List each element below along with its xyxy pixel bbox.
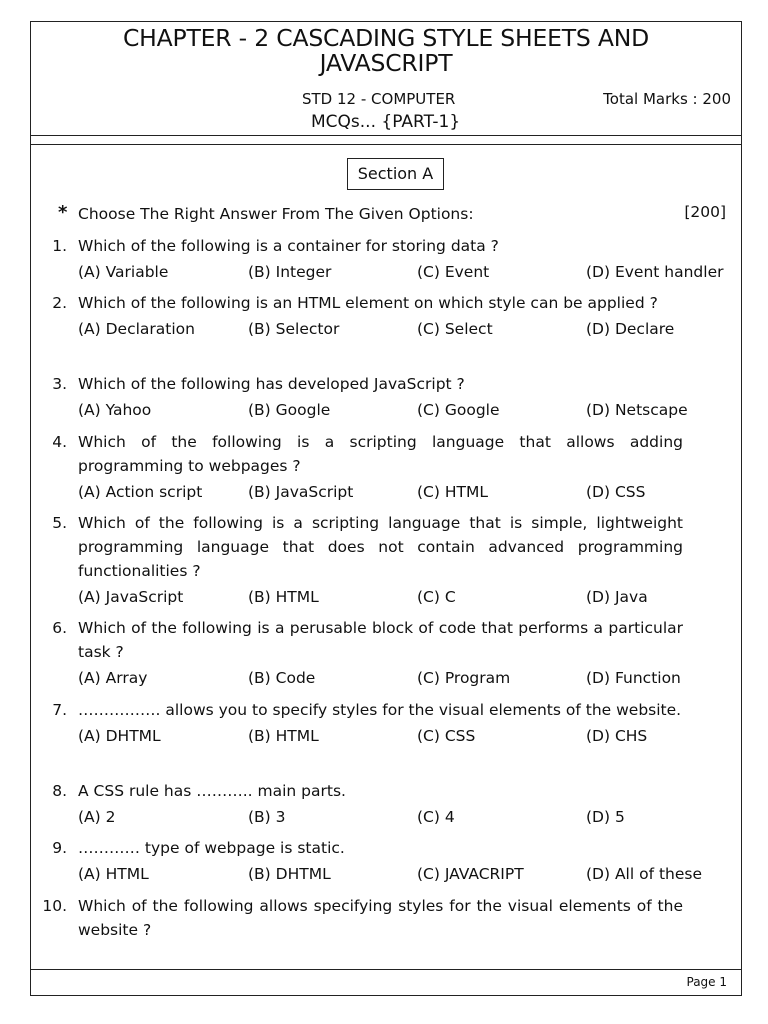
footer-divider bbox=[31, 969, 741, 970]
answer-option[interactable]: (D) 5 bbox=[586, 808, 625, 826]
answer-option[interactable]: (A) Yahoo bbox=[78, 401, 152, 419]
question-number: 4. bbox=[52, 433, 67, 451]
answer-option[interactable]: (B) Google bbox=[248, 401, 331, 419]
answer-option[interactable]: (C) Program bbox=[417, 669, 511, 687]
question-text: Which of the following is a scripting language that allows adding programming to webpages ? bbox=[78, 433, 683, 475]
question-text: ………… type of webpage is static. bbox=[78, 839, 345, 857]
question-number: 9. bbox=[52, 839, 67, 857]
answer-option[interactable]: (D) Java bbox=[586, 588, 648, 606]
answer-option[interactable]: (A) Action script bbox=[78, 483, 203, 501]
answer-option[interactable]: (B) HTML bbox=[248, 588, 319, 606]
question-number: 7. bbox=[52, 701, 67, 719]
question-text: Which of the following is an HTML element on which style can be applied ? bbox=[78, 294, 658, 312]
answer-option[interactable]: (C) Event bbox=[417, 263, 490, 281]
chapter-title-line-1: CHAPTER - 2 CASCADING STYLE SHEETS AND bbox=[122, 24, 650, 52]
answer-option[interactable]: (A) 2 bbox=[78, 808, 116, 826]
answer-option[interactable]: (A) HTML bbox=[78, 865, 149, 883]
answer-option[interactable]: (A) Variable bbox=[78, 263, 169, 281]
question-number: 5. bbox=[52, 514, 67, 532]
instruction-text: Choose The Right Answer From The Given Options: bbox=[78, 205, 474, 223]
answer-option[interactable]: (D) All of these bbox=[586, 865, 703, 883]
answer-option[interactable]: (B) Selector bbox=[248, 320, 340, 338]
question-text: Which of the following allows specifying styles for the visual elements of the website ? bbox=[78, 897, 683, 939]
answer-option[interactable]: (D) Declare bbox=[586, 320, 675, 338]
total-marks: Total Marks : 200 bbox=[603, 90, 731, 108]
question-number: 8. bbox=[52, 782, 67, 800]
section-marks: [200] bbox=[684, 203, 726, 221]
answer-option[interactable]: (C) CSS bbox=[417, 727, 476, 745]
part-subtitle: MCQs... {PART-1} bbox=[311, 112, 461, 132]
answer-option[interactable]: (D) CHS bbox=[586, 727, 648, 745]
answer-option[interactable]: (A) DHTML bbox=[78, 727, 161, 745]
header-divider-top bbox=[31, 135, 741, 136]
answer-option[interactable]: (B) Code bbox=[248, 669, 316, 687]
page-number: Page 1 bbox=[686, 975, 727, 989]
answer-option[interactable]: (C) JAVACRIPT bbox=[417, 865, 524, 883]
answer-option[interactable]: (A) JavaScript bbox=[78, 588, 184, 606]
question-number: 10. bbox=[42, 897, 67, 915]
answer-option[interactable]: (C) HTML bbox=[417, 483, 488, 501]
answer-option[interactable]: (A) Array bbox=[78, 669, 148, 687]
answer-option[interactable]: (D) Netscape bbox=[586, 401, 688, 419]
chapter-title-line-2: JAVASCRIPT bbox=[319, 49, 453, 77]
header-divider-bottom bbox=[31, 144, 741, 145]
question-text: Which of the following is a perusable block of code that performs a particular task ? bbox=[78, 619, 683, 661]
answer-option[interactable]: (A) Declaration bbox=[78, 320, 195, 338]
question-text: ……………. allows you to specify styles for the visual elements of the website. bbox=[78, 701, 682, 719]
answer-option[interactable]: (B) HTML bbox=[248, 727, 319, 745]
question-number: 3. bbox=[52, 375, 67, 393]
answer-option[interactable]: (B) Integer bbox=[248, 263, 332, 281]
standard-label: STD 12 - COMPUTER bbox=[302, 90, 456, 108]
exam-page bbox=[30, 21, 742, 996]
question-text: A CSS rule has ……….. main parts. bbox=[78, 782, 346, 800]
answer-option[interactable]: (D) CSS bbox=[586, 483, 646, 501]
answer-option[interactable]: (D) Event handler bbox=[586, 263, 724, 281]
question-number: 1. bbox=[52, 237, 67, 255]
question-number: 6. bbox=[52, 619, 67, 637]
question-text: Which of the following has developed JavaScript ? bbox=[78, 375, 465, 393]
answer-option[interactable]: (B) DHTML bbox=[248, 865, 331, 883]
chapter-title bbox=[31, 26, 741, 76]
answer-option[interactable]: (D) Function bbox=[586, 669, 681, 687]
star-icon: * bbox=[58, 202, 68, 223]
answer-option[interactable]: (C) Google bbox=[417, 401, 500, 419]
question-text: Which of the following is a scripting language that is simple, lightweight programming language that does not contain advanced programming functionalities ? bbox=[78, 514, 683, 580]
section-label: Section A bbox=[347, 158, 444, 190]
answer-option[interactable]: (C) 4 bbox=[417, 808, 455, 826]
question-number: 2. bbox=[52, 294, 67, 312]
answer-option[interactable]: (B) JavaScript bbox=[248, 483, 354, 501]
answer-option[interactable]: (C) Select bbox=[417, 320, 493, 338]
question-text: Which of the following is a container for storing data ? bbox=[78, 237, 499, 255]
answer-option[interactable]: (B) 3 bbox=[248, 808, 286, 826]
answer-option[interactable]: (C) C bbox=[417, 588, 456, 606]
page-header bbox=[31, 22, 741, 144]
